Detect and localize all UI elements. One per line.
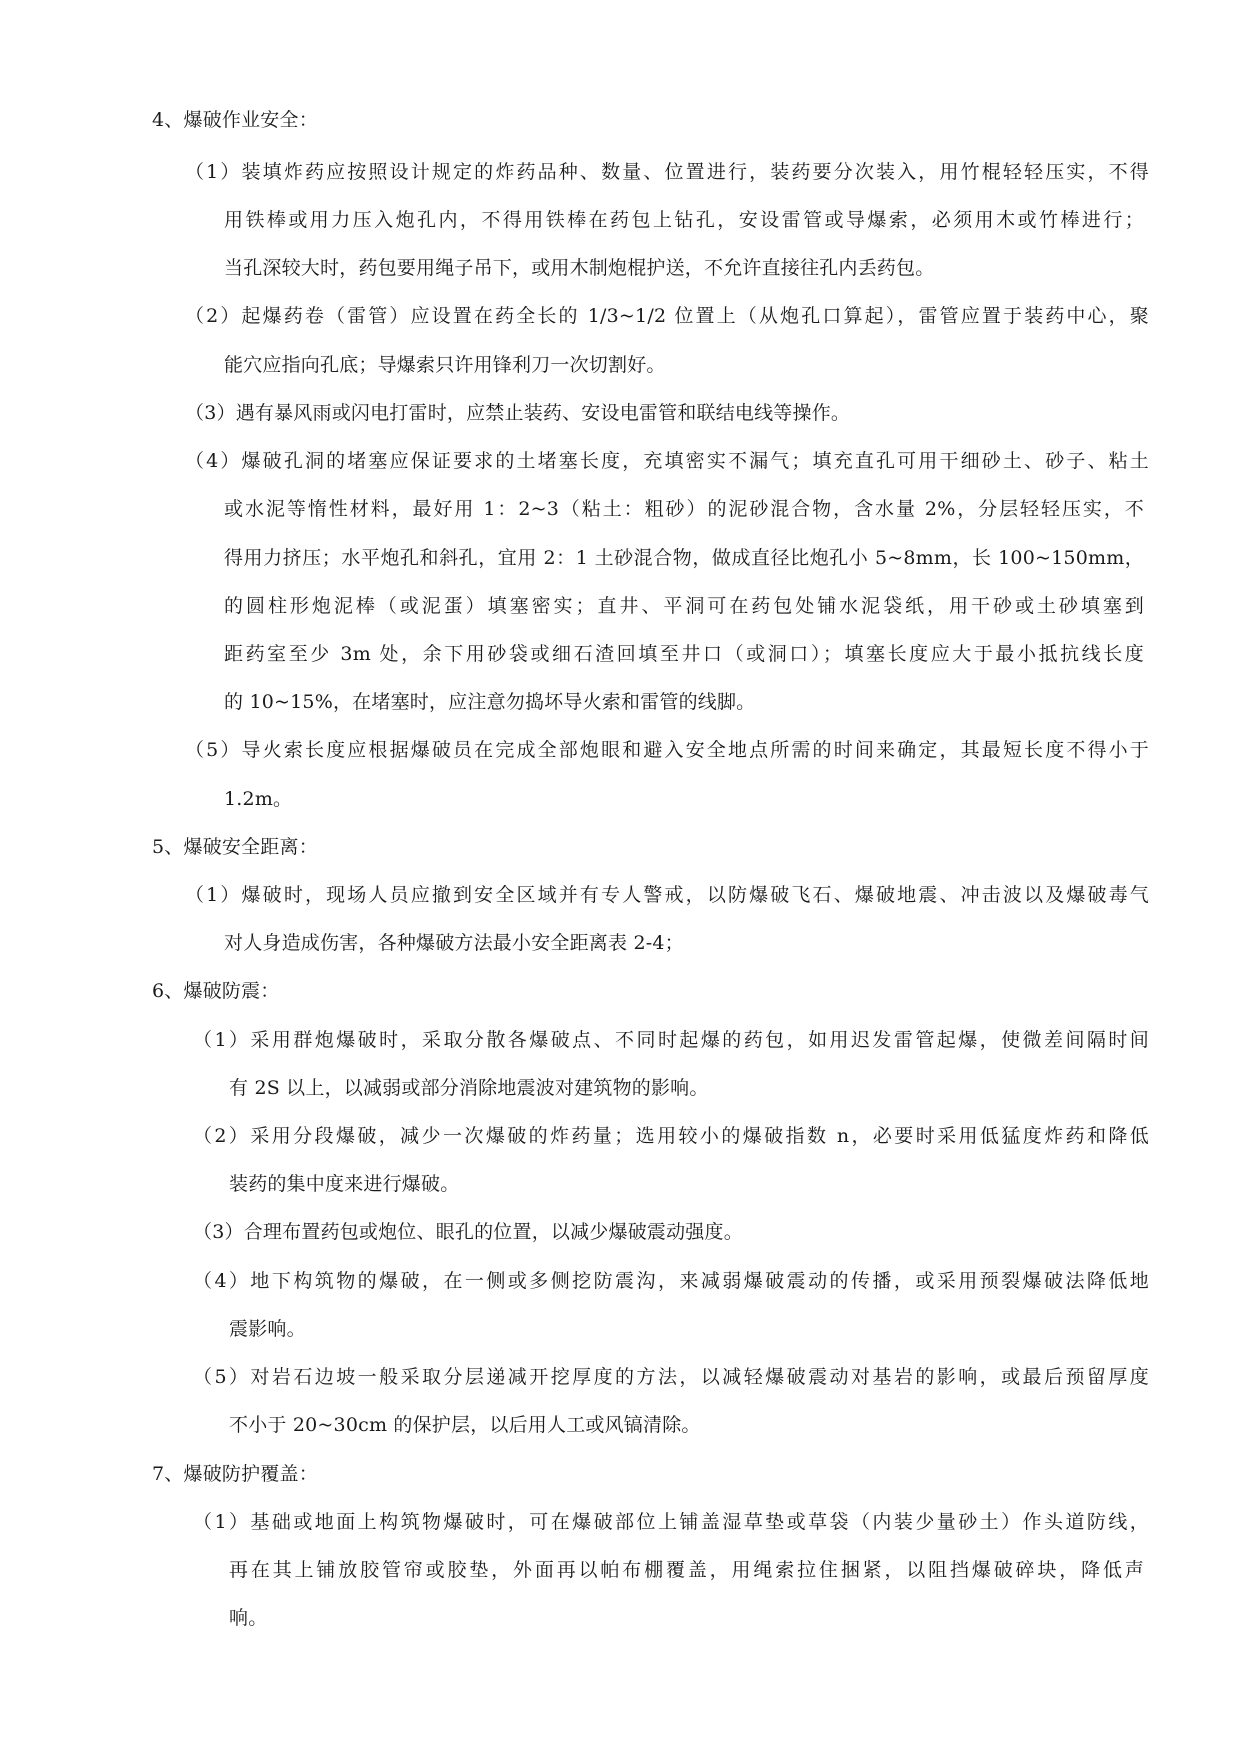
- section-7-item-1-line-1: （1）基础或地面上构筑物爆破时，可在爆破部位上铺盖湿草垫或草袋（内装少量砂土）作头道防线，: [193, 1511, 1149, 1533]
- section-6-item-3-line-1: （3）合理布置药包或炮位、眼孔的位置，以减少爆破震动强度。: [193, 1221, 743, 1243]
- section-4-heading: 4、爆破作业安全：: [152, 109, 318, 131]
- section-6-item-2-line-1: （2）采用分段爆破，减少一次爆破的炸药量；选用较小的爆破指数 n，必要时采用低猛度炸药和降低: [193, 1125, 1149, 1147]
- section-6-item-5-line-2: 不小于 20~30cm 的保护层，以后用人工或风镐清除。: [229, 1414, 701, 1436]
- section-4-item-2-line-2: 能穴应指向孔底；导爆索只许用锋利刀一次切割好。: [224, 354, 666, 376]
- section-4-item-4-line-6: 的 10~15%，在堵塞时，应注意勿捣坏导火索和雷管的线脚。: [224, 691, 756, 713]
- section-6-item-5-line-1: （5）对岩石边坡一般采取分层递减开挖厚度的方法，以减轻爆破震动对基岩的影响，或最后预留厚度: [193, 1366, 1149, 1388]
- section-4-item-5-line-2: 1.2m。: [224, 788, 293, 810]
- section-5-item-1-line-2: 对人身造成伤害，各种爆破方法最小安全距离表 2-4；: [224, 932, 684, 954]
- section-7-heading: 7、爆破防护覆盖：: [152, 1463, 318, 1485]
- section-6-heading: 6、爆破防震：: [152, 980, 280, 1002]
- section-5-heading: 5、爆破安全距离：: [152, 836, 318, 858]
- section-4-item-3-line-1: （3）遇有暴风雨或闪电打雷时，应禁止装药、安设电雷管和联结电线等操作。: [185, 402, 851, 424]
- section-4-item-1-line-2: 用铁棒或用力压入炮孔内，不得用铁棒在药包上钻孔，安设雷管或导爆索，必须用木或竹棒进行；: [224, 209, 1144, 231]
- section-4-item-1-line-3: 当孔深较大时，药包要用绳子吊下，或用木制炮棍护送，不允许直接往孔内丢药包。: [224, 257, 935, 279]
- section-4-item-2-line-1: （2）起爆药卷（雷管）应设置在药全长的 1/3~1/2 位置上（从炮孔口算起），雷管应置于装药中心，聚: [185, 305, 1149, 327]
- section-6-item-1-line-1: （1）采用群炮爆破时，采取分散各爆破点、不同时起爆的药包，如用迟发雷管起爆，使微差间隔时间: [193, 1029, 1149, 1051]
- section-6-item-4-line-2: 震影响。: [229, 1318, 306, 1340]
- section-7-item-1-line-2: 再在其上铺放胶管帘或胶垫，外面再以帕布棚覆盖，用绳索拉住捆紧，以阻挡爆破碎块，降低声: [229, 1559, 1144, 1581]
- section-6-item-4-line-1: （4）地下构筑物的爆破，在一侧或多侧挖防震沟，来减弱爆破震动的传播，或采用预裂爆破法降低地: [193, 1270, 1149, 1292]
- section-7-item-1-line-3: 响。: [229, 1607, 268, 1629]
- section-4-item-4-line-5: 距药室至少 3m 处，余下用砂袋或细石渣回填至井口（或洞口）；填塞长度应大于最小抵抗线长度: [224, 643, 1144, 665]
- section-4-item-4-line-3: 得用力挤压；水平炮孔和斜孔，宜用 2：1 土砂混合物，做成直径比炮孔小 5~8mm，长 100~150mm，: [224, 547, 1144, 569]
- section-5-item-1-line-1: （1）爆破时，现场人员应撤到安全区域并有专人警戒，以防爆破飞石、爆破地震、冲击波以及爆破毒气: [185, 884, 1149, 906]
- section-4-item-4-line-2: 或水泥等惰性材料，最好用 1：2~3（粘土：粗砂）的泥砂混合物，含水量 2%，分层轻轻压实，不: [224, 498, 1144, 520]
- section-6-item-2-line-2: 装药的集中度来进行爆破。: [229, 1173, 460, 1195]
- section-4-item-5-line-1: （5）导火索长度应根据爆破员在完成全部炮眼和避入安全地点所需的时间来确定，其最短长度不得小于: [185, 739, 1149, 761]
- section-6-item-1-line-2: 有 2S 以上，以减弱或部分消除地震波对建筑物的影响。: [229, 1077, 709, 1099]
- section-4-item-4-line-4: 的圆柱形炮泥棒（或泥蛋）填塞密实；直井、平洞可在药包处铺水泥袋纸，用干砂或土砂填塞到: [224, 595, 1144, 617]
- section-4-item-1-line-1: （1）装填炸药应按照设计规定的炸药品种、数量、位置进行，装药要分次装入，用竹棍轻轻压实，不得: [185, 161, 1149, 183]
- section-4-item-4-line-1: （4）爆破孔洞的堵塞应保证要求的土堵塞长度，充填密实不漏气；填充直孔可用干细砂土、砂子、粘土: [185, 450, 1149, 472]
